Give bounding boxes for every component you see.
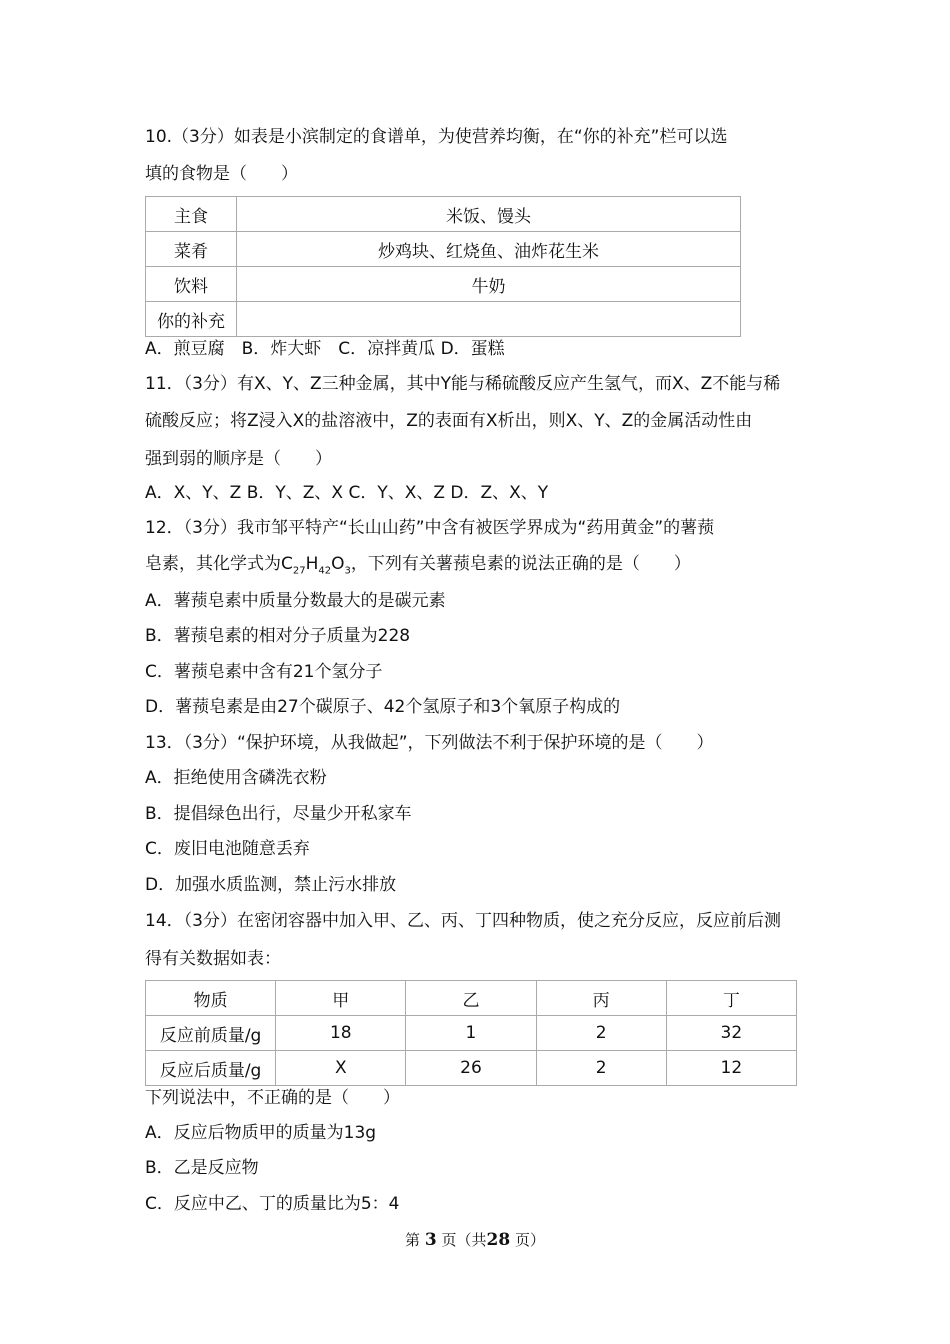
q14-option-c: C．反应中乙、丁的质量比为5：4 [145,1194,400,1214]
formula-sub-c: 27 [292,565,306,577]
table-cell: 2 [536,1016,666,1051]
q14-option-b: B．乙是反应物 [145,1158,259,1178]
q12-option-c: C．薯蓣皂素中含有21个氢分子 [145,662,383,682]
table-cell: 丙 [536,981,666,1016]
table-cell: 炒鸡块、红烧鱼、油炸花生米 [237,232,741,267]
table-cell: X [276,1051,406,1086]
q11-options: A．X、Y、Z B．Y、Z、X C．Y、X、Z D．Z、X、Y [145,483,549,503]
q12-line2-post: ，下列有关薯蓣皂素的说法正确的是（ ） [350,554,691,574]
formula-sub-h: 42 [318,565,332,577]
table-row [146,981,797,1016]
table-cell: 反应前质量/g [146,1016,276,1051]
q13-option-d: D．加强水质监测，禁止污水排放 [145,875,397,895]
table-cell: 甲 [276,981,406,1016]
table-cell: 18 [276,1016,406,1051]
table-cell: 乙 [406,981,536,1016]
footer-pre: 第 [405,1231,421,1249]
formula-o: O [331,554,345,574]
q13-option-c: C．废旧电池随意丢弃 [145,839,310,859]
q10-line2: 填的食物是（ ） [145,164,298,184]
table-cell: 32 [666,1016,796,1051]
table-row [146,302,741,337]
footer-total-pages: 28 [486,1230,511,1250]
formula-sub-o: 3 [344,565,351,577]
table-cell: 2 [536,1051,666,1086]
table-cell: 1 [406,1016,536,1051]
mass-table [145,980,797,1086]
table-row [146,1016,797,1051]
q14-option-a: A．反应后物质甲的质量为13g [145,1123,377,1143]
q12-line2-pre: 皂素，其化学式为C [145,554,293,574]
q14-line1: 14．（3分）在密闭容器中加入甲、乙、丙、丁四种物质，使之充分反应，反应前后测 [145,911,781,931]
q12-line2 [145,553,691,582]
q13-line1: 13．（3分）“保护环境，从我做起”，下列做法不利于保护环境的是（ ） [145,733,714,753]
q11-line3: 强到弱的顺序是（ ） [145,449,332,469]
table-cell: 牛奶 [237,267,741,302]
table-cell: 主食 [146,197,237,232]
formula-h: H [305,554,319,574]
footer-post: 页） [514,1231,545,1249]
footer-page-number: 3 [424,1230,437,1250]
table-cell: 丁 [666,981,796,1016]
table-cell: 反应后质量/g [146,1051,276,1086]
q10-line1: 10.（3分）如表是小滨制定的食谱单，为使营养均衡，在“你的补充”栏可以选 [145,127,728,147]
table-row [146,1051,797,1086]
menu-table [145,196,741,337]
q11-line1: 11．（3分）有X、Y、Z三种金属，其中Y能与稀硫酸反应产生氢气，而X、Z不能与稀 [145,374,781,394]
table-cell [237,302,741,337]
q13-option-a: A．拒绝使用含磷洗衣粉 [145,768,327,788]
table-cell: 菜肴 [146,232,237,267]
table-row [146,232,741,267]
q14-line2: 得有关数据如表： [145,949,281,969]
q12-option-b: B．薯蓣皂素的相对分子质量为228 [145,626,411,646]
table-row [146,197,741,232]
table-cell: 12 [666,1051,796,1086]
q12-option-a: A．薯蓣皂素中质量分数最大的是碳元素 [145,591,446,611]
table-cell: 你的补充 [146,302,237,337]
table-row [146,267,741,302]
table-cell: 米饭、馒头 [237,197,741,232]
table-cell: 饮料 [146,267,237,302]
table-cell: 26 [406,1051,536,1086]
q13-option-b: B．提倡绿色出行，尽量少开私家车 [145,804,412,824]
q12-option-d: D．薯蓣皂素是由27个碳原子、42个氢原子和3个氧原子构成的 [145,697,621,717]
page-footer [0,1229,950,1250]
table-cell: 物质 [146,981,276,1016]
footer-mid: 页（共 [441,1231,487,1249]
q10-options: A．煎豆腐 B．炸大虾 C．凉拌黄瓜 D．蛋糕 [145,339,505,359]
q12-line1: 12．（3分）我市邹平特产“长山山药”中含有被医学界成为“药用黄金”的薯蓣 [145,518,715,538]
q11-line2: 硫酸反应；将Z浸入X的盐溶液中，Z的表面有X析出，则X、Y、Z的金属活动性由 [145,411,753,431]
q14-after: 下列说法中，不正确的是（ ） [145,1088,400,1108]
